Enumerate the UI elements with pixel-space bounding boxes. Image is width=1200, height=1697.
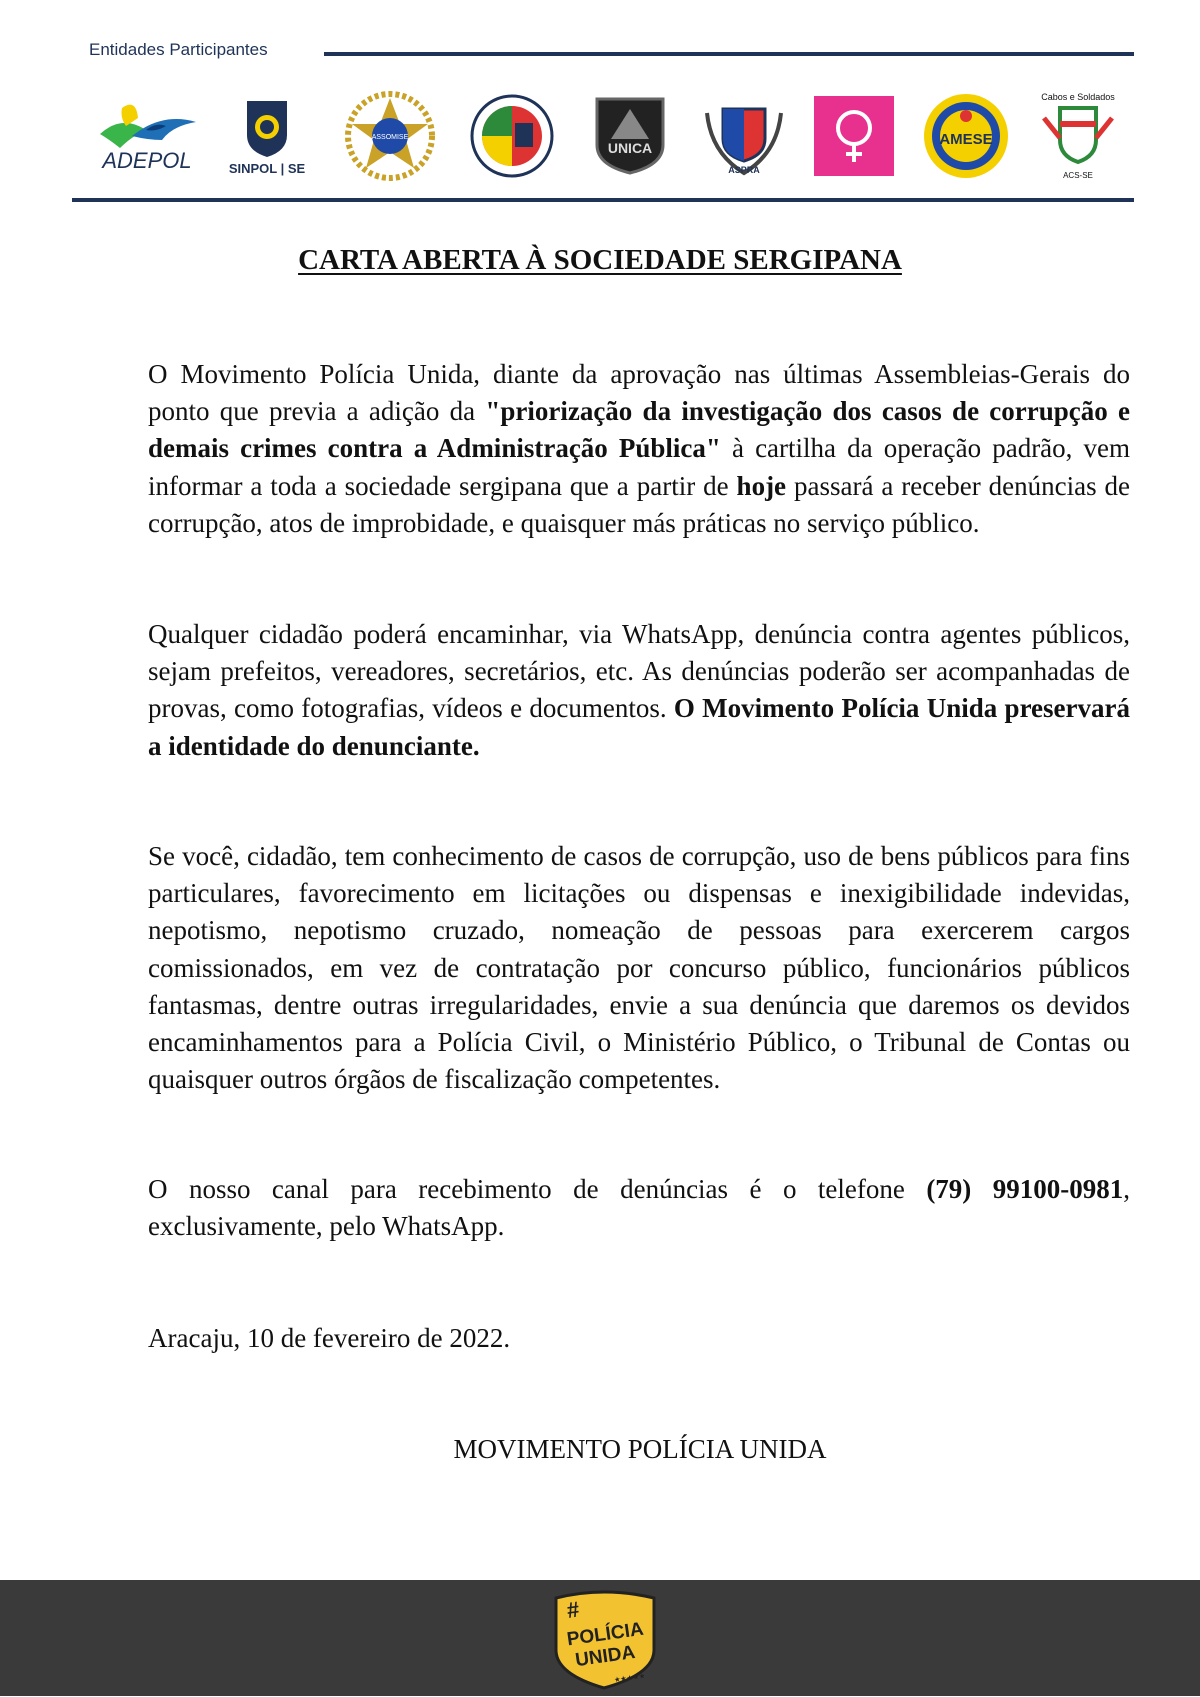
letter-signature: MOVIMENTO POLÍCIA UNIDA bbox=[453, 1434, 827, 1464]
phone-number: (79) 99100-0981 bbox=[926, 1174, 1124, 1204]
paragraph-1-text-c: à cartilha da operação padrão, vem informar a toda a sociedade sergipana que a partir de bbox=[148, 433, 1130, 501]
acs-se-logo bbox=[1028, 88, 1128, 184]
acs-se-logo-subtext: ACS-SE bbox=[1063, 171, 1093, 180]
paragraph-3: Se você, cidadão, tem conhecimento de casos de corrupção, uso de bens públicos para fins particulares, favorecimento em licitações ou dispensas e inexigibilidade indevidas, nepotismo, nepotismo cruzado, nomeação de pessoas para exercerem cargos comissionados, em vez de contratação por concurso público, funcionários públicos fantasmas, dentre outras irregularidades, envie a sua denúncia que daremos os devidos encaminhamentos para a Polícia Civil, o Ministério Público, o Tribunal de Contas ou quaisquer outros órgãos de fiscalização competentes. bbox=[148, 841, 1130, 1095]
sinpol-logo bbox=[222, 88, 312, 184]
paragraph-4-text-c: , exclusivamente, pelo WhatsApp. bbox=[148, 1174, 1130, 1242]
paragraph-4 bbox=[148, 1171, 1130, 1245]
assomise-logo-text: ASSOMISE bbox=[371, 134, 409, 141]
header-label: Entidades Participantes bbox=[89, 40, 268, 59]
paragraph-1-bold-today: hoje bbox=[736, 470, 787, 501]
aspra-logo-text: ASPRA bbox=[728, 165, 760, 175]
assomise-logo bbox=[342, 88, 438, 184]
letter-date: Aracaju, 10 de fevereiro de 2022. bbox=[148, 1323, 511, 1353]
letter-title bbox=[0, 244, 1200, 277]
aspra-logo bbox=[696, 88, 792, 184]
paragraph-2-text-a: Qualquer cidadão poderá encaminhar, via WhatsApp, denúncia contra agentes públicos, sejam prefeitos, vereadores, secretários, etc. As denúncias poderão ser acompanhadas de provas, como fotografias, vídeos e documentos. bbox=[148, 619, 1130, 724]
footer-bar bbox=[0, 1580, 1200, 1696]
paragraph-2-bold-statement: O Movimento Polícia Unida preservará a identidade do denunciante. bbox=[148, 693, 1131, 761]
policia-unida-logo-hash: # bbox=[565, 1596, 581, 1623]
adepol-logo bbox=[92, 88, 202, 184]
policia-unida-logo-line2: UNIDA bbox=[573, 1641, 637, 1672]
unica-logo-text: UNICA bbox=[607, 140, 653, 156]
paragraph-1-bold-quote: "priorização da investigação dos casos de corrupção e demais crimes contra a Administração Pública" bbox=[148, 396, 1131, 464]
policia-unida-logo-line1: POLÍCIA bbox=[565, 1618, 645, 1651]
amese-logo-text: AMESE bbox=[939, 131, 993, 148]
svg-text:★★★★★: ★★★★★ bbox=[613, 1671, 646, 1685]
paragraph-1 bbox=[148, 356, 1130, 542]
paragraph-2 bbox=[148, 616, 1130, 765]
adepol-logo-text: ADEPOL bbox=[102, 148, 192, 173]
header-rule bbox=[324, 52, 1134, 56]
letter-title-text: CARTA ABERTA À SOCIEDADE SERGIPANA bbox=[298, 244, 902, 276]
paragraph-1-text-e: passará a receber denúncias de corrupção, atos de improbidade, e quaisquer más práticas no serviço público. bbox=[148, 470, 1130, 538]
paragraph-1-text-a: O Movimento Polícia Unida, diante da aprovação nas últimas Assembleias-Gerais do ponto que previa a adição da bbox=[148, 359, 1130, 427]
sinpol-logo-text: SINPOL | SE bbox=[228, 161, 306, 176]
participating-entities-logos bbox=[72, 88, 1134, 184]
unica-logo bbox=[584, 88, 676, 184]
round-seal-logo bbox=[464, 88, 560, 184]
women-symbol-logo bbox=[806, 88, 902, 184]
paragraph-4-text-a: O nosso canal para recebimento de denúncias é o telefone bbox=[148, 1174, 927, 1204]
amese-logo bbox=[918, 88, 1014, 184]
logos-rule bbox=[72, 198, 1134, 202]
policia-unida-logo bbox=[548, 1588, 662, 1697]
acs-se-logo-title: Cabos e Soldados bbox=[1041, 92, 1115, 102]
